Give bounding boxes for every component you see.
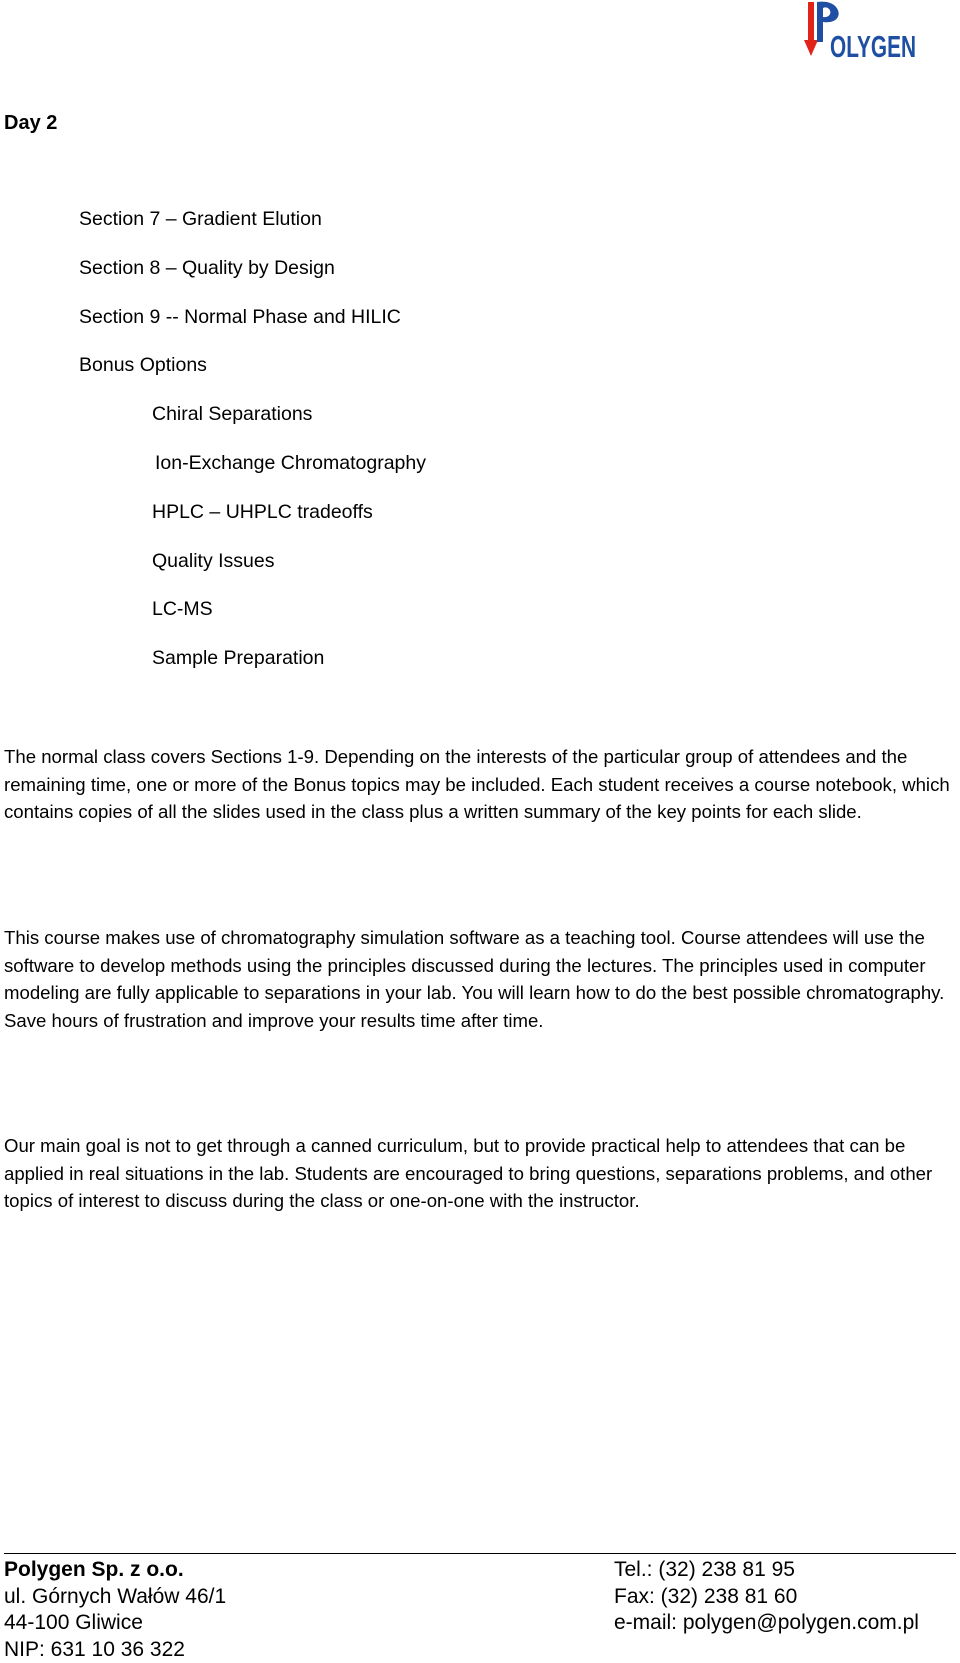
footer-street: ul. Górnych Wałów 46/1 — [4, 1584, 227, 1608]
polygen-logo-mark — [804, 0, 924, 64]
polygen-logo — [804, 0, 924, 64]
footer-phone: Tel.: (32) 238 81 95 — [614, 1558, 795, 1581]
footer-fax: Fax: (32) 238 81 60 — [614, 1584, 798, 1608]
outline-subitem: Ion-Exchange Chromatography — [155, 451, 426, 474]
svg-text:OLYGEN: OLYGEN — [830, 29, 916, 64]
footer-divider — [4, 1553, 956, 1554]
paragraph-simulation-software: This course makes use of chromatography simulation software as a teaching tool. Course attendees will use the software to develop methods using the principles discussed during the lectures. The principles used in computer modeling are fully applicable to separations in your lab. You will learn how to do the best possible chromatography. Save hours of frustration and improve your results time after time. — [4, 927, 945, 1031]
outline-subitem: Sample Preparation — [152, 647, 325, 670]
paragraph-main-goal: Our main goal is not to get through a canned curriculum, but to provide practical help to attendees that can be applied in real situations in the lab. Students are encouraged to bring questions, separations problems, and other topics of interest to discuss during the class or one-on-one with the instructor. — [4, 1135, 933, 1212]
outline-item: Section 8 – Quality by Design — [79, 256, 335, 279]
outline-subitem: Quality Issues — [152, 549, 275, 572]
outline-subitem: LC-MS — [152, 598, 213, 621]
course-outline — [0, 206, 426, 694]
footer-city: 44-100 Gliwice — [4, 1611, 143, 1635]
footer-company-name: Polygen Sp. z o.o. — [4, 1558, 184, 1581]
outline-item: Section 9 -- Normal Phase and HILIC — [79, 305, 401, 328]
footer-contact — [614, 1557, 919, 1637]
outline-item: Section 7 – Gradient Elution — [79, 208, 322, 230]
outline-subitem: HPLC – UHPLC tradeoffs — [152, 500, 373, 523]
page-title: Day 2 — [4, 112, 58, 134]
footer-nip: NIP: 631 10 36 322 — [4, 1637, 185, 1661]
footer-address — [4, 1557, 226, 1663]
paragraph-class-coverage: The normal class covers Sections 1-9. Depending on the interests of the particular group of attendees and the remaining time, one or more of the Bonus topics may be included. Each student receives a course notebook, which contains copies of all the slides used in the class plus a written summary of the key points for each slide. — [4, 746, 950, 823]
outline-item: Bonus Options — [79, 354, 207, 377]
footer-email: e-mail: polygen@polygen.com.pl — [614, 1611, 919, 1635]
outline-subitem: Chiral Separations — [152, 403, 313, 426]
